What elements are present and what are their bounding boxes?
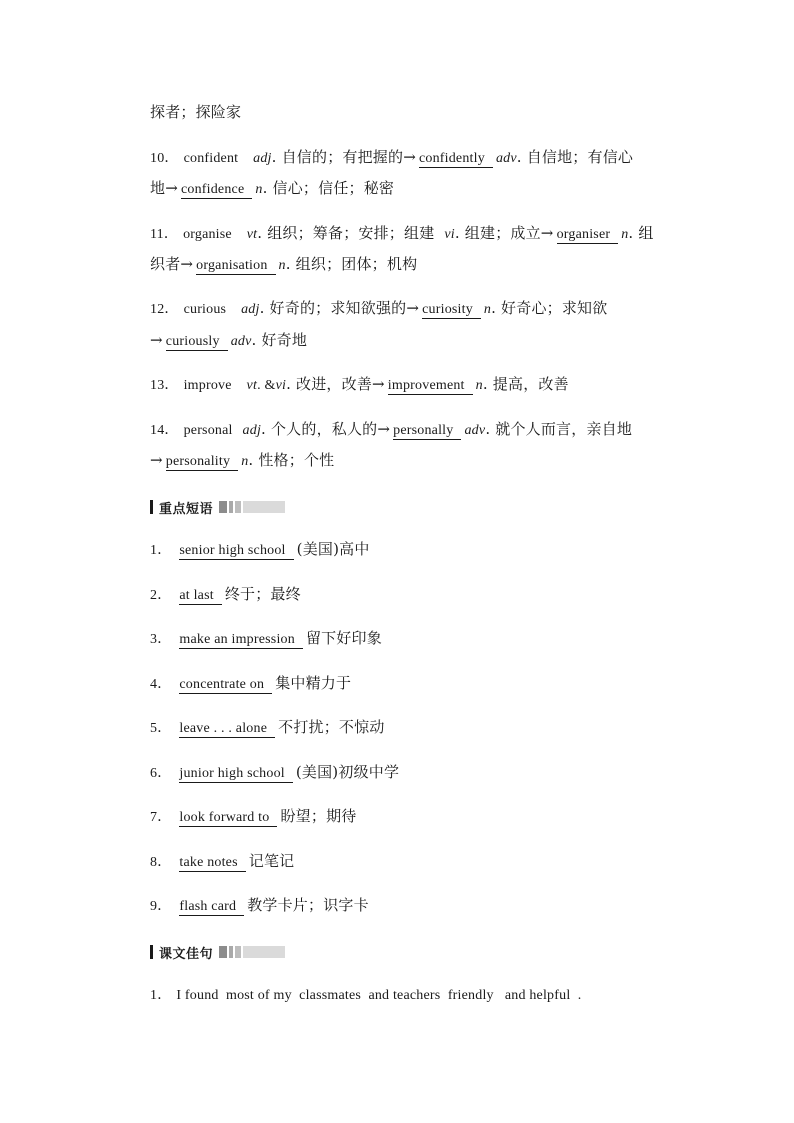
- definition: . 信心；信任；秘密: [262, 179, 395, 197]
- section-header-phrases: [150, 499, 285, 515]
- phrase-item: [150, 628, 382, 650]
- vocab-item-11: [150, 223, 654, 245]
- phrase-answer: at last: [179, 588, 221, 605]
- vocab-word: curious: [183, 302, 227, 317]
- definition: →: [150, 451, 163, 469]
- vocab-item-12-cont: [150, 330, 307, 352]
- answer-blank: confidently: [419, 151, 493, 168]
- definition: . 组织；团体；机构: [285, 255, 418, 273]
- answer-blank: organisation: [196, 258, 275, 275]
- vocab-text: 探者；探险家: [150, 103, 242, 121]
- part-of-speech: vt: [246, 227, 258, 242]
- part-of-speech: adv: [495, 151, 517, 166]
- definition: . 改进，改善→: [286, 375, 385, 393]
- item-number: 4．: [150, 677, 172, 692]
- definition: 织者→: [150, 255, 194, 273]
- part-of-speech: adj: [241, 302, 260, 317]
- phrase-answer: make an impression: [179, 632, 303, 649]
- definition: . 自信地；有信心: [516, 148, 634, 166]
- phrase-meaning: 不打扰；不惊动: [278, 718, 385, 736]
- phrase-item: [150, 762, 399, 784]
- part-of-speech: adj: [253, 151, 272, 166]
- phrase-answer: look forward to: [179, 810, 277, 827]
- item-number: 6．: [150, 766, 172, 781]
- part-of-speech: n: [483, 302, 492, 317]
- item-number: 12．: [150, 302, 179, 317]
- vocab-word: personal: [183, 423, 233, 438]
- answer-blank: improvement: [388, 378, 473, 395]
- vocab-item-10-cont: [150, 178, 394, 200]
- item-number: 14．: [150, 423, 179, 438]
- phrase-meaning: 集中精力于: [275, 674, 352, 692]
- answer-blank: curiosity: [422, 302, 481, 319]
- part-of-speech: vt: [246, 378, 258, 393]
- definition: . 好奇地: [251, 331, 308, 349]
- phrase-meaning: (美国)初级中学: [295, 763, 400, 781]
- answer-blank: organiser: [557, 227, 619, 244]
- item-number: 10．: [150, 151, 179, 166]
- part-of-speech: n: [255, 182, 263, 197]
- part-of-speech: adv: [230, 334, 252, 349]
- part-of-speech: vi: [444, 227, 455, 242]
- definition: . 好奇的；求知欲强的→: [259, 299, 420, 317]
- phrase-meaning: 终于；最终: [224, 585, 301, 603]
- part-of-speech: vi: [275, 378, 287, 393]
- phrase-item: [150, 717, 385, 739]
- phrase-meaning: 留下好印象: [305, 629, 382, 647]
- phrase-answer: flash card: [179, 899, 244, 916]
- section-decoration: [219, 946, 285, 958]
- definition: 地→: [150, 179, 178, 197]
- section-title: 重点短语: [159, 501, 214, 517]
- section-header-sentences: [150, 944, 285, 960]
- definition: . 组建；成立→: [454, 224, 554, 242]
- phrase-meaning: 记笔记: [248, 852, 295, 870]
- vocab-word: organise: [183, 227, 232, 242]
- item-number: 2．: [150, 588, 172, 603]
- section-decoration: [219, 501, 285, 513]
- phrase-meaning: (美国)高中: [296, 540, 370, 558]
- part-of-speech: n: [475, 378, 483, 393]
- part-of-speech: n: [621, 227, 629, 242]
- phrase-answer: leave . . . alone: [179, 721, 275, 738]
- part-of-speech: adv: [464, 423, 486, 438]
- item-number: 1．: [150, 988, 172, 1003]
- item-number: 7．: [150, 810, 172, 825]
- item-number: 13．: [150, 378, 179, 393]
- vocab-word: confident: [183, 151, 239, 166]
- answer-blank: curiously: [166, 334, 228, 351]
- definition: . 就个人而言，亲自地: [485, 420, 633, 438]
- item-number: 1．: [150, 543, 172, 558]
- vocab-continuation-line: [150, 102, 241, 122]
- definition: →: [150, 331, 163, 349]
- vocab-item-12: [150, 298, 607, 320]
- sentence-text: I found most of my classmates and teachers friendly and helpful .: [176, 988, 582, 1003]
- vocab-item-14-cont: [150, 450, 334, 472]
- phrase-item: [150, 806, 356, 828]
- phrase-answer: take notes: [179, 855, 245, 872]
- vocab-item-11-cont: [150, 254, 417, 276]
- definition: . 自信的；有把握的→: [271, 148, 416, 166]
- phrase-meaning: 盼望；期待: [280, 807, 357, 825]
- phrase-item: [150, 673, 351, 695]
- phrase-item: [150, 851, 294, 873]
- answer-blank: personality: [166, 454, 238, 471]
- sentence-item: [150, 984, 582, 1006]
- section-title: 课文佳句: [159, 946, 214, 962]
- definition: . 提高，改善: [482, 375, 569, 393]
- vocab-item-10: [150, 147, 633, 169]
- answer-blank: personally: [393, 423, 461, 440]
- part-of-speech: n: [278, 258, 286, 273]
- phrase-answer: junior high school: [179, 766, 292, 783]
- answer-blank: confidence: [181, 182, 252, 199]
- definition: . 好奇心；求知欲: [491, 299, 608, 317]
- section-bar: [150, 500, 153, 514]
- phrase-answer: senior high school: [179, 543, 293, 560]
- vocab-item-14: [150, 419, 632, 441]
- item-number: 8．: [150, 855, 172, 870]
- part-of-speech: adj: [242, 423, 262, 438]
- definition: . 个人的，私人的→: [261, 420, 391, 438]
- item-number: 5．: [150, 721, 172, 736]
- vocab-item-13: [150, 374, 569, 396]
- item-number: 11．: [150, 227, 179, 242]
- phrase-meaning: 教学卡片；识字卡: [247, 896, 369, 914]
- definition: . 组: [628, 224, 654, 242]
- vocab-word: improve: [183, 378, 232, 393]
- part-of-speech: n: [241, 454, 249, 469]
- phrase-item: [150, 584, 301, 606]
- phrase-item: [150, 539, 370, 561]
- phrase-item: [150, 895, 369, 917]
- definition: . &: [257, 378, 276, 393]
- section-bar: [150, 945, 153, 959]
- definition: . 性格；个性: [248, 451, 335, 469]
- phrase-answer: concentrate on: [179, 677, 272, 694]
- item-number: 9．: [150, 899, 172, 914]
- definition: . 组织；筹备；安排；组建: [257, 224, 435, 242]
- item-number: 3．: [150, 632, 172, 647]
